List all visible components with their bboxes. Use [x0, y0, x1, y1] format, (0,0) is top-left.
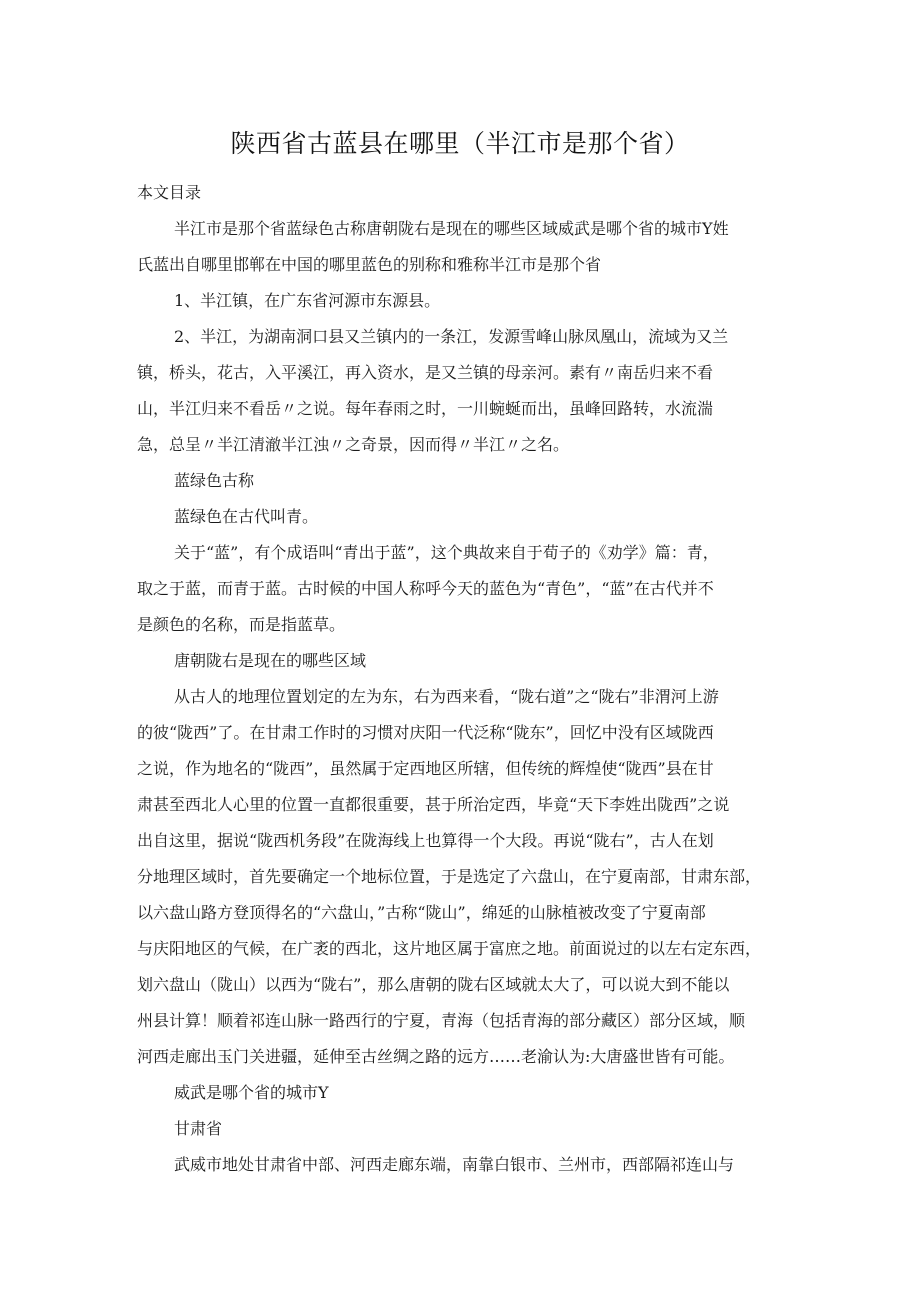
paragraph-line: 划六盘山（陇山）以西为“陇右”，那么唐朝的陇右区域就太大了，可以说大到不能以 — [137, 975, 730, 994]
paragraph-line: 山，半江归来不看岳〃之说。每年春雨之时，一川蜿蜒而出，虽峰回路转，水流湍 — [137, 399, 714, 418]
paragraph-line: 以六盘山路方登顶得名的“六盘山，”古称“陇山”，绵延的山脉植被改变了宁夏南部 — [137, 903, 706, 922]
paragraph-line: 与庆阳地区的气候，在广袤的西北，这片地区属于富庶之地。前面说过的以左右定东西， — [137, 939, 762, 958]
paragraph-line: 的彼“陇西”了。在甘肃工作时的习惯对庆阳一代泛称“陇东”，回忆中没有区域陇西 — [137, 723, 714, 742]
section-heading: 蓝绿色古称 — [174, 471, 255, 490]
paragraph-line: 之说，作为地名的“陇西”，虽然属于定西地区所辖，但传统的辉煌使“陇西”县在甘 — [137, 759, 714, 778]
paragraph-line: 是颜色的名称，而是指蓝草。 — [137, 615, 346, 634]
paragraph-line: 甘肃省 — [174, 1119, 223, 1138]
paragraph-line: 1、半江镇，在广东省河源市东源县。 — [174, 291, 441, 310]
page-title: 陕西省古蓝县在哪里（半江市是那个省） — [230, 129, 690, 158]
paragraph-line: 急，总呈〃半江清澈半江浊〃之奇景，因而得〃半江〃之名。 — [137, 435, 570, 454]
paragraph-line: 镇，桥头，花古，入平溪江，再入资水，是又兰镇的母亲河。素有〃南岳归来不看 — [137, 363, 714, 382]
paragraph-line: 分地理区域时，首先要确定一个地标位置，于是选定了六盘山，在宁夏南部，甘肃东部， — [137, 867, 762, 886]
toc-line: 半江市是那个省蓝绿色古称唐朝陇右是现在的哪些区域威武是哪个省的城市Y姓 — [174, 219, 729, 238]
section-heading: 威武是哪个省的城市Y — [174, 1083, 329, 1102]
paragraph-line: 关于“蓝”，有个成语叫“青出于蓝”，这个典故来自于荀子的《劝学》篇：青， — [174, 543, 719, 562]
paragraph-line: 蓝绿色在古代叫青。 — [174, 507, 319, 526]
paragraph-line: 取之于蓝，而青于蓝。古时候的中国人称呼今天的蓝色为“青色”，“蓝”在古代并不 — [137, 579, 714, 598]
paragraph-line: 河西走廊出玉门关进疆，延伸至古丝绸之路的远方……老渝认为:大唐盛世皆有可能。 — [137, 1047, 735, 1066]
section-heading: 唐朝陇右是现在的哪些区域 — [174, 651, 367, 670]
toc-line: 氏蓝出自哪里邯郸在中国的哪里蓝色的别称和雅称半江市是那个省 — [137, 255, 602, 274]
paragraph-line: 州县计算！顺着祁连山脉一路西行的宁夏，青海（包括青海的部分藏区）部分区域，顺 — [137, 1011, 746, 1030]
paragraph-line: 出自这里，据说“陇西机务段”在陇海线上也算得一个大段。再说“陇右”，古人在划 — [137, 831, 714, 850]
paragraph-line: 从古人的地理位置划定的左为东，右为西来看，“陇右道”之“陇右”非渭河上游 — [174, 687, 719, 706]
paragraph-line: 武威市地处甘肃省中部、河西走廊东端，南靠白银市、兰州市，西部隔祁连山与 — [174, 1155, 735, 1174]
paragraph-line: 肃甚至西北人心里的位置一直都很重要，甚于所治定西，毕竟“天下李姓出陇西”之说 — [137, 795, 730, 814]
paragraph-line: 2、半江，为湖南洞口县又兰镇内的一条江，发源雪峰山脉凤凰山，流域为又兰 — [174, 327, 729, 346]
toc-heading: 本文目录 — [137, 183, 202, 202]
